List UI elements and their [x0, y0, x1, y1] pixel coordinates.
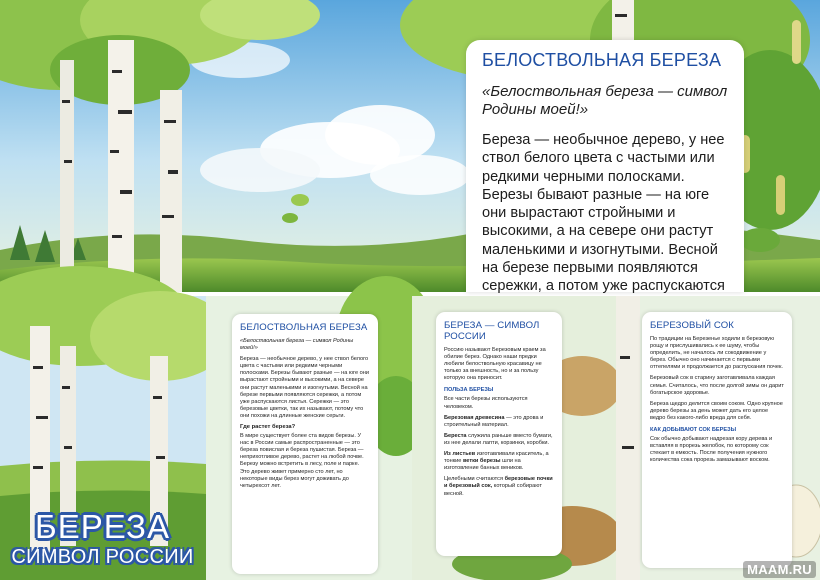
page-birch-sap — [616, 296, 820, 580]
symbol-intro: Россию называют Березовым краем за обилие берез. Однако наши предки любили белоствольную красавицу не только за внешность, но и за пользу которую она приносит. — [444, 347, 546, 382]
about-birch-title: БЕЛОСТВОЛЬНАЯ БЕРЕЗА — [240, 322, 368, 333]
about-birch-card — [232, 314, 378, 574]
symbol-card — [436, 312, 562, 556]
benefit-sap: Целебными считаются березовые почки и березовый сок, который собирают весной. — [444, 476, 553, 497]
page-cover — [0, 296, 206, 580]
page-about-birch — [206, 296, 412, 580]
article-card — [466, 40, 744, 295]
about-birch-subtitle: «Белоствольная береза — символ Родины моей!» — [240, 338, 354, 352]
where-grows-heading: Где растет береза? — [240, 424, 296, 431]
article-body: Береза — необычное дерево, у нее ствол белого цвета с частыми или редкими черными полосками. Березы бывают разные — на юге они вырастают стройными и высокими, а на севере они растут маленькими и изогнутыми. Весной на березе первыми появляются сережки, а потом уже распускаются — [482, 132, 725, 295]
birch-sap-card — [642, 312, 792, 568]
symbol-title: БЕРЕЗА — СИМВОЛ РОССИИ — [444, 320, 540, 342]
how-to-collect-heading: КАК ДОБЫВАЮТ СОК БЕРЕЗЫ — [650, 427, 737, 434]
benefit-wood: Березовая древесина — это дрова и строительный материал. — [444, 414, 544, 428]
article-title: БЕЛОСТВОЛЬНАЯ БЕРЕЗА — [482, 50, 722, 70]
benefit-heading: ПОЛЬЗА БЕРЕЗЫ — [444, 387, 494, 394]
page-symbol — [412, 296, 616, 580]
birch-sap-tradition: По традиции на Березенье ходили в березовую рощу и прислушивались к ее шуму, чтобы определить, не началось ли сокодвижение у берез. Обычно оно начинается с первыми оттепелями и продолжается до распускания почек. — [650, 336, 783, 371]
cover-title-sub: СИМВОЛ РОССИИ — [11, 546, 194, 568]
birch-sap-generous: Береза щедро делится своим соком. Одно крупное дерево березы за день может дать его целое ведро без какого-либо вреда для себя. — [650, 400, 783, 421]
benefit-bark: Береста служила раньше вместо бумаги, из нее делали лапти, корзинки, коробки. — [444, 432, 553, 446]
benefit-leaves: Из листьев изготавливали краситель, а тонкие ветки березы шли на изготовление банных веников. — [444, 451, 549, 472]
birch-sap-title: БЕРЕЗОВЫЙ СОК — [650, 320, 734, 331]
benefit-intro: Все части березы используются человеком. — [444, 396, 528, 410]
birch-sap-family: Березовый сок в старину заготавливала каждая семья. Считалось, что после долгой зимы он дарит богатырское здоровье. — [650, 375, 784, 396]
article-subtitle: «Белоствольная береза — символ Родины моей!» — [482, 83, 728, 118]
about-birch-text: Береза — необычное дерево, у нее ствол белого цвета с частыми или редкими черными полосками. Березы бывают разные — на юге они вырастают стройными и высокими, а на севере они растут маленькими и изогнутыми. Весной на березе первыми появляются сережки, а потом уже распускаются листья. Сережки — это березовые цветки, так их называют, потому что они похожи на длинные женские серьги. — [240, 356, 369, 419]
site-watermark: MAAM.RU — [743, 561, 816, 578]
how-to-collect-text: Сок обычно добывают надрезая кору дерева и вставляя в прорезь желобок, по которому сок стекает в емкость. После получения нужного количества сока прорезь замазывают воском. — [650, 436, 773, 464]
cover-title — [0, 509, 205, 569]
cover-title-main: БЕРЕЗА — [35, 508, 170, 545]
where-grows-text: В мире существует более ста видов березы. У нас в России самые распространенные — это береза повислая и береза пушистая. Береза — неприхотливое дерево, растет на любой почве. Березу можно встретить в лесу, поле и парке. Это дерево живет примерно сто лет, но некоторые виды берез могут доживать до четырехсот лет. — [240, 433, 364, 489]
